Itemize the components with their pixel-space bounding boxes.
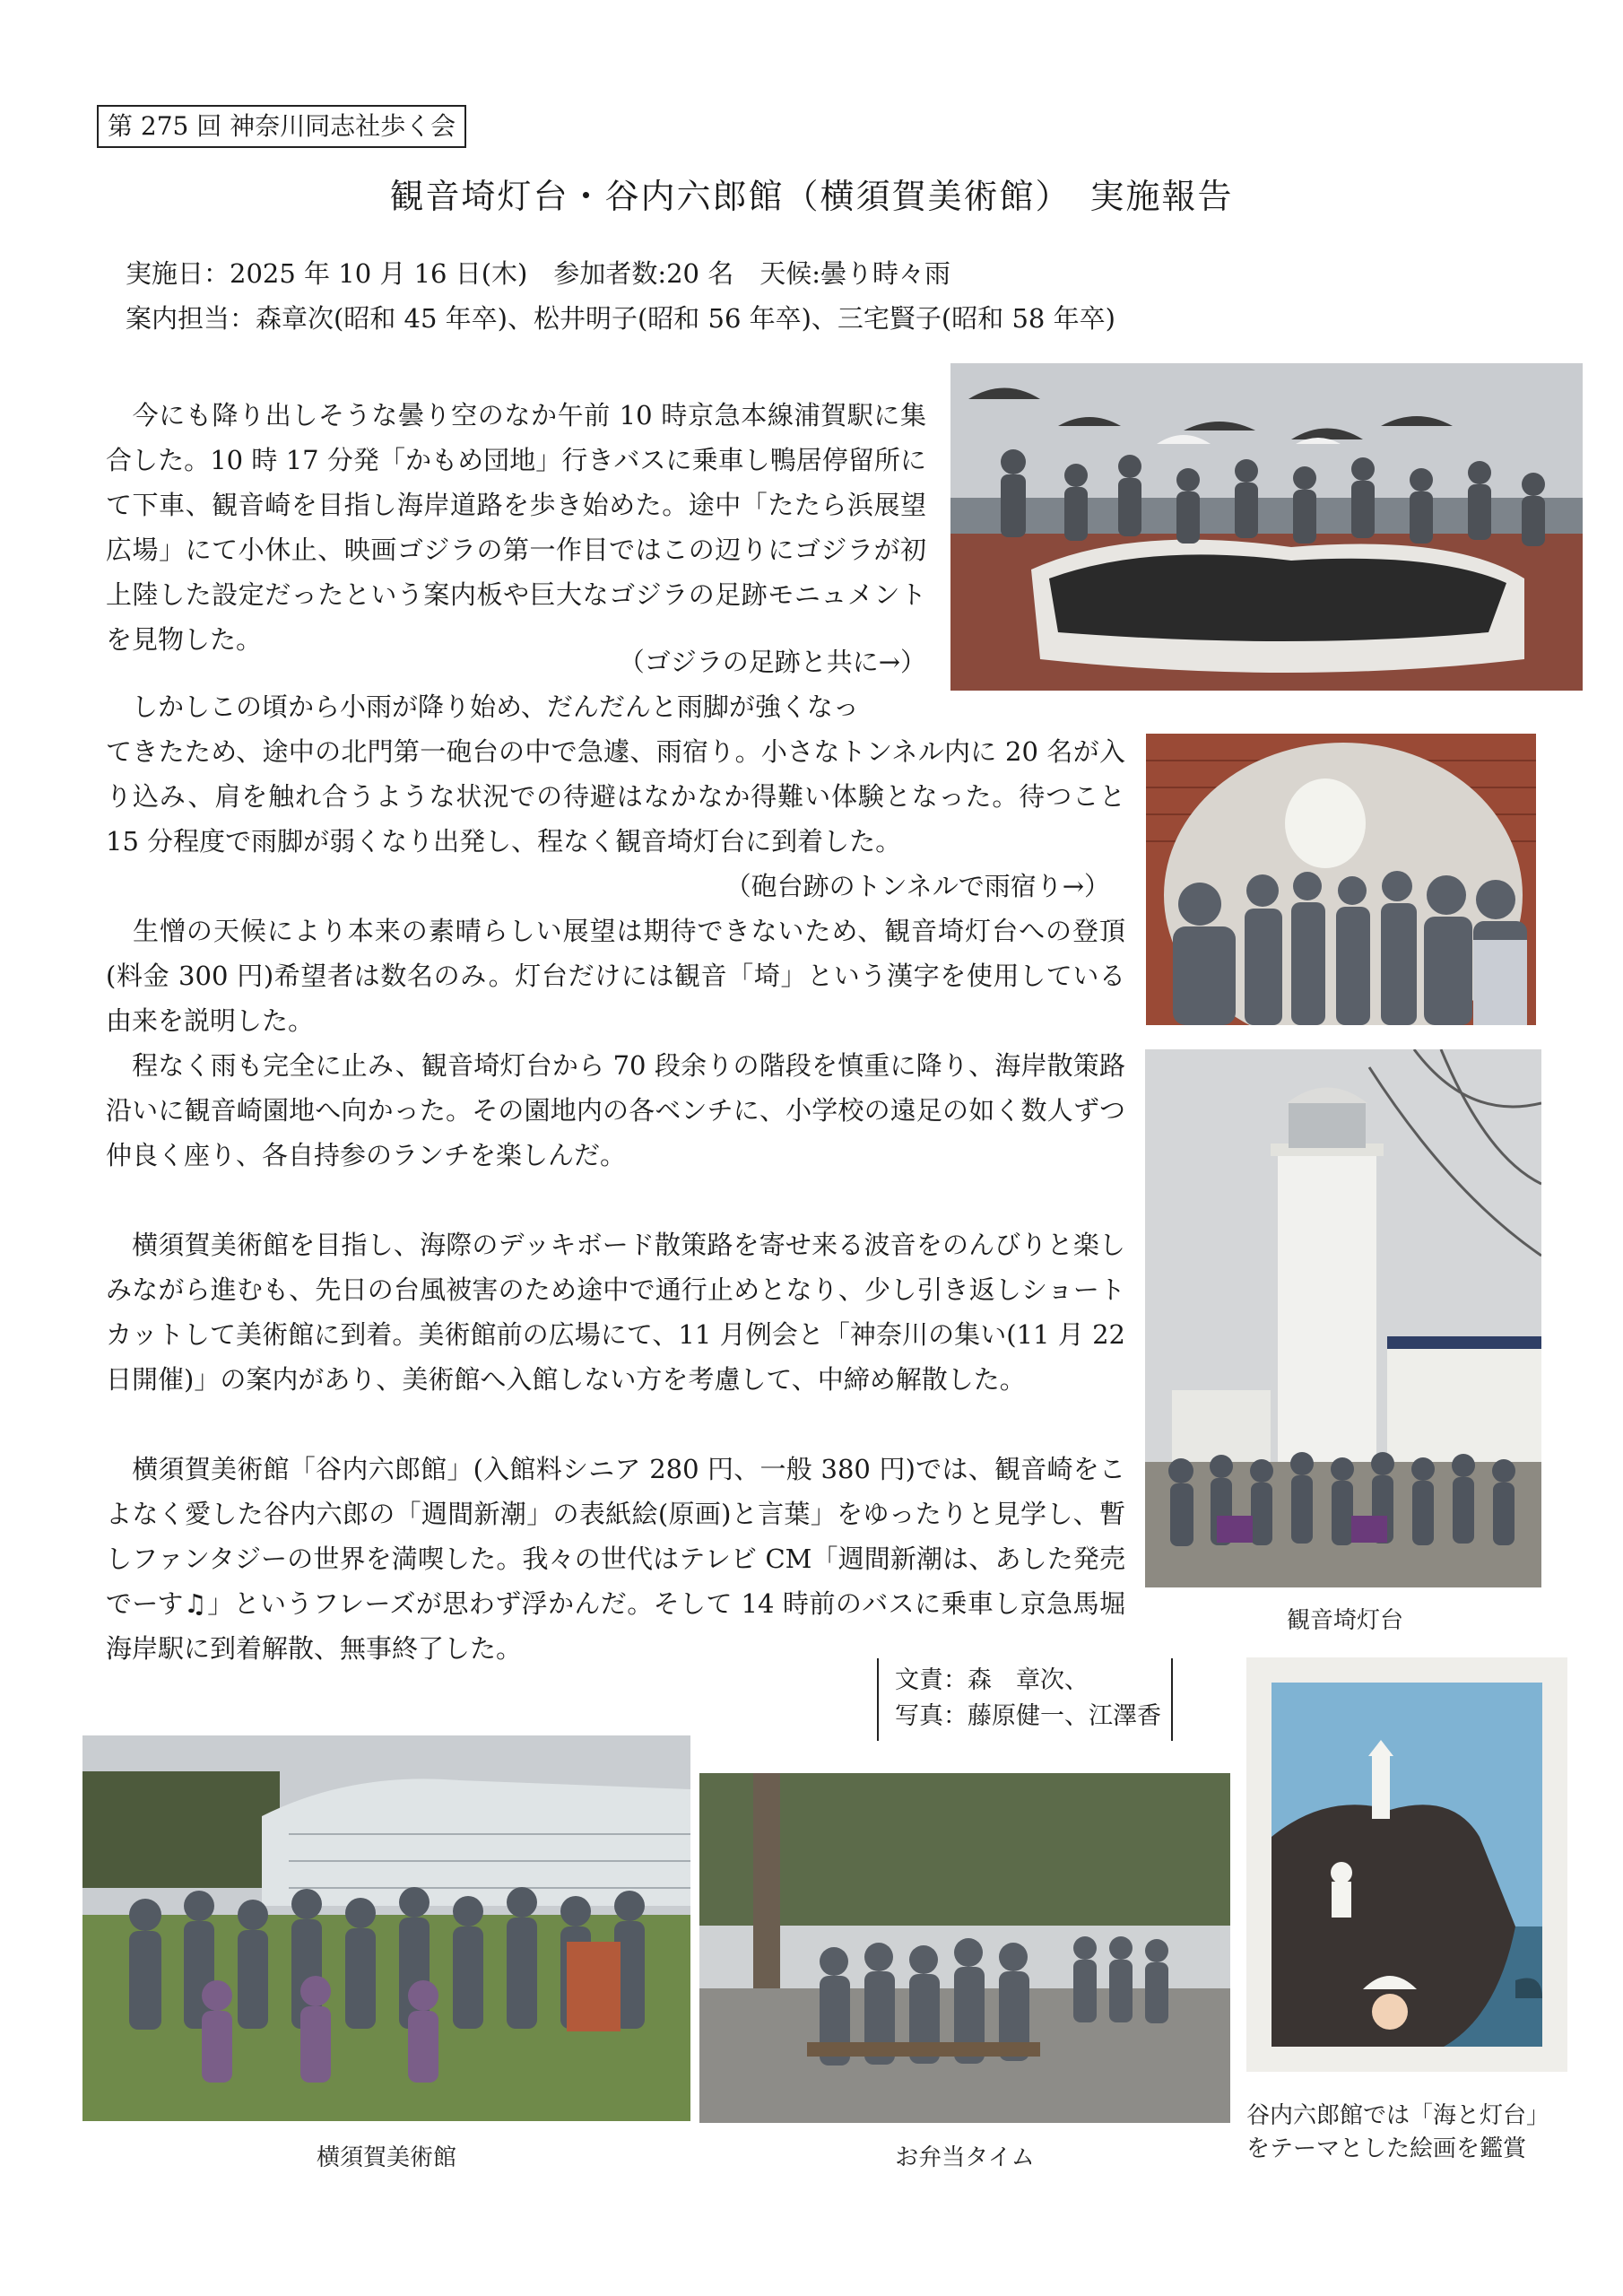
paragraph-2a: しかしこの頃から小雨が降り始め、だんだんと雨脚が強くなっ [106, 691, 859, 722]
photo-lighthouse [1145, 1049, 1541, 1587]
photo-museum [82, 1735, 690, 2121]
paragraph-6: 横須賀美術館「谷内六郎館」(入館料シニア 280 円、一般 380 円)では、観音崎をこよなく愛した谷内六郎の「週間新潮」の表紙絵(原画)と言葉」をゆったりと見学し、暫しファンタジーの世界を満喫した。我々の世代はテレビ CM「週間新潮は、あした発売でーす♫」というフレーズが思わず浮かんだ。そして 14 時前のバスに乗車し京急馬堀海岸駅に到着解散、無事終了した。 [106, 1454, 1125, 1664]
caption-museum: 横須賀美術館 [316, 2144, 456, 2171]
photo-painting [1246, 1657, 1567, 2072]
caption-tunnel: （砲台跡のトンネルで雨宿り→） [725, 871, 1110, 901]
credit-author: 文責：森 章次、 [895, 1666, 1089, 1694]
caption-painting-1: 谷内六郎館では「海と灯台」 [1246, 2102, 1550, 2129]
caption-painting-2: をテーマとした絵画を鑑賞 [1246, 2135, 1527, 2162]
photo-lunch [699, 1773, 1230, 2123]
paragraph-4: 程なく雨も完全に止み、観音埼灯台から 70 段余りの階段を慎重に降り、海岸散策路沿いに観音崎園地へ向かった。その園地内の各ベンチに、小学校の遠足の如く数人ずつ仲良く座り、各自持参のランチを楽しんだ。 [106, 1050, 1125, 1170]
paragraph-1: 今にも降り出しそうな曇り空のなか午前 10 時京急本線浦賀駅に集合した。10 時 17 分発「かもめ団地」行きバスに乗車し鴨居停留所にて下車、観音崎を目指し海岸道路を歩き始めた。途中「たたら浜展望広場」にて小休止、映画ゴジラの第一作目ではこの辺りにゴジラが初上陸した設定だったという案内板や巨大なゴジラの足跡モニュメントを見物した。 [106, 400, 926, 655]
photo-tunnel [1146, 734, 1536, 1025]
series-label: 第 275 回 神奈川同志社歩く会 [97, 105, 466, 148]
credit-box [877, 1658, 1173, 1741]
page-title: 観音埼灯台・谷内六郎館（横須賀美術館） 実施報告 [389, 177, 1234, 216]
caption-lighthouse: 観音埼灯台 [1286, 1607, 1403, 1634]
caption-lunch: お弁当タイム [895, 2144, 1035, 2171]
photo-godzilla-footprint [950, 363, 1583, 691]
paragraph-3: 生憎の天候により本来の素晴らしい展望は期待できないため、観音埼灯台への登頂(料金 300 円)希望者は数名のみ。灯台だけには観音「埼」という漢字を使用している由来を説明した。 [106, 916, 1125, 1036]
guide-info: 案内担当：森章次(昭和 45 年卒)、松井明子(昭和 56 年卒)、三宅賢子(昭和 58 年卒) [126, 303, 1115, 334]
event-info: 実施日：2025 年 10 月 16 日(木) 参加者数:20 名 天候:曇り時々雨 [126, 258, 950, 289]
paragraph-5: 横須賀美術館を目指し、海際のデッキボード散策路を寄せ来る波音をのんびりと楽しみながら進むも、先日の台風被害のため途中で通行止めとなり、少し引き返しショートカットして美術館に到着。美術館前の広場にて、11 月例会と「神奈川の集い(11 月 22 日開催)」の案内があり、美術館へ入館しない方を考慮して、中締め解散した。 [106, 1230, 1125, 1395]
credit-photo: 写真：藤原健一、江澤香 [895, 1702, 1161, 1730]
caption-godzilla: （ゴジラの足跡と共に→） [618, 647, 926, 677]
paragraph-2b: てきたため、途中の北門第一砲台の中で急遽、雨宿り。小さなトンネル内に 20 名が入り込み、肩を触れ合うような状況での待避はなかなか得難い体験となった。待つこと 15 分程度で雨脚が弱くなり出発し、程なく観音埼灯台に到着した。 [106, 736, 1125, 857]
